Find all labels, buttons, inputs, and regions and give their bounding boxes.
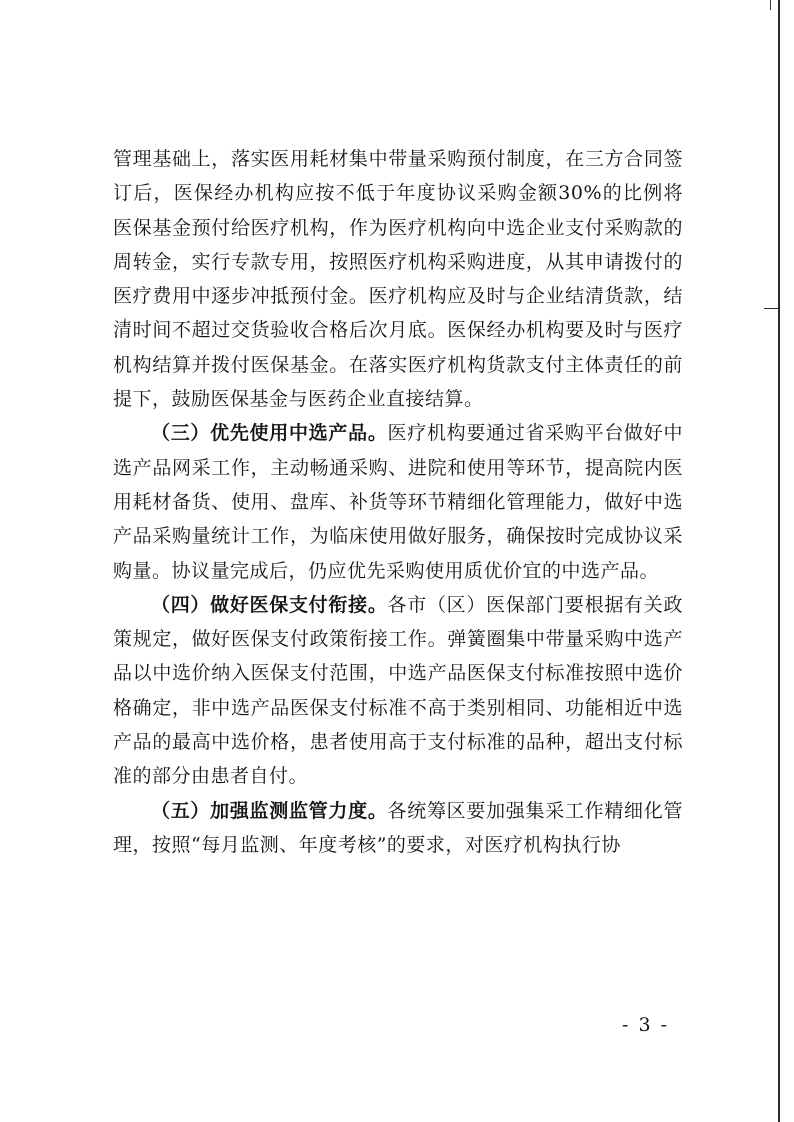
section-heading: （三）优先使用中选产品。 bbox=[151, 422, 388, 445]
page-number: - 3 - bbox=[622, 1014, 670, 1036]
paragraph-text: 各统筹区要加强集采工作精细化管理，按照“每月监测、年度考核”的要求，对医疗机构执行协 bbox=[113, 799, 683, 856]
document-body bbox=[113, 142, 683, 862]
scan-border-line bbox=[778, 0, 780, 1122]
paragraph-text: 管理基础上，落实医用耗材集中带量采购预付制度，在三方合同签订后，医保经办机构应按不低于年度协议采购金额30%的比例将医保基金预付给医疗机构，作为医疗机构向中选企业支付采购款的周转金，实行专款专用，按照医疗机构采购进度，从其申请拨付的医疗费用中逐步冲抵预付金。医疗机构应及时与企业结清货款，结清时间不超过交货验收合格后次月底。医保经办机构要及时与医疗机构结算并拨付医保基金。在落实医疗机构货款支付主体责任的前提下，鼓励医保基金与医药企业直接结算。 bbox=[113, 148, 683, 411]
paragraph-text: 各市（区）医保部门要根据有关政策规定，做好医保支付政策衔接工作。弹簧圈集中带量采购中选产品以中选价纳入医保支付范围，中选产品医保支付标准按照中选价格确定，非中选产品医保支付标准不高于类别相同、功能相近中选产品的最高中选价格，患者使用高于支付标准的品种，超出支付标准的部分由患者自付。 bbox=[113, 593, 683, 788]
section-heading: （四）做好医保支付衔接。 bbox=[151, 593, 388, 616]
paragraph-section-5 bbox=[113, 794, 683, 863]
paragraph-section-4 bbox=[113, 588, 683, 794]
paragraph-text: 医疗机构要通过省采购平台做好中选产品网采工作，主动畅通采购、进院和使用等环节，提高院内医用耗材备货、使用、盘库、补货等环节精细化管理能力，做好中选产品采购量统计工作，为临床使用做好服务，确保按时完成协议采购量。协议量完成后，仍应优先采购使用质优价宜的中选产品。 bbox=[113, 422, 683, 582]
paragraph-section-3 bbox=[113, 416, 683, 587]
paragraph-continued bbox=[113, 142, 683, 416]
scan-border-tick bbox=[764, 308, 780, 309]
section-heading: （五）加强监测监管力度。 bbox=[151, 799, 388, 822]
